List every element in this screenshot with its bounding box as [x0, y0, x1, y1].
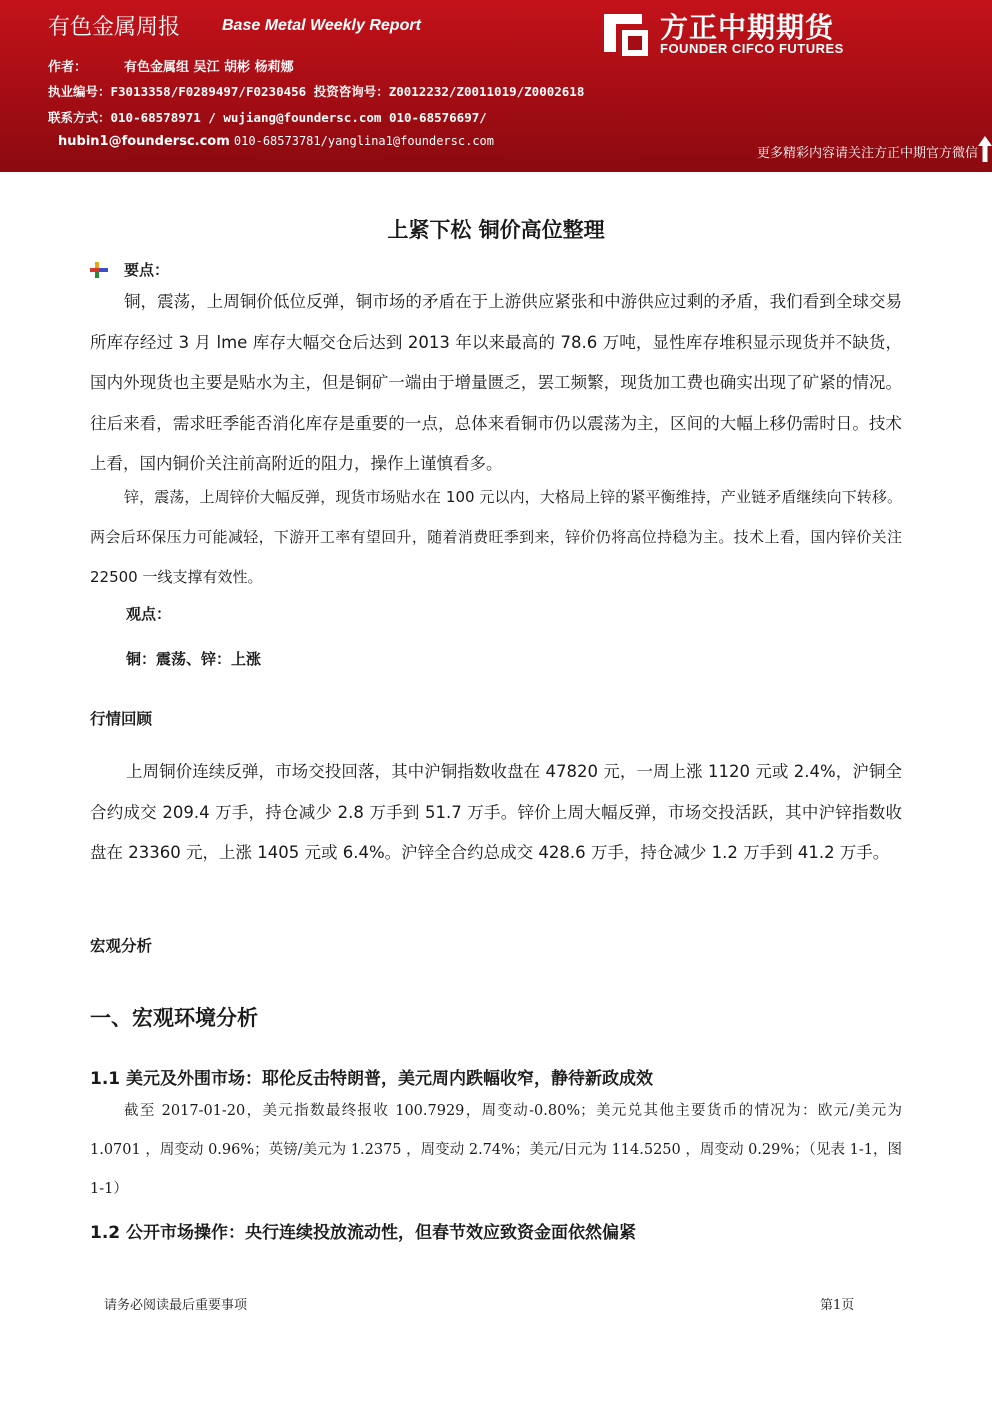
usd-market-paragraph [90, 1092, 902, 1209]
footer-disclaimer-note: 请务必阅读最后重要事项 [104, 1298, 248, 1313]
zinc-text: 锌，震荡，上周锌价大幅反弹，现货市场贴水在 100 元以内，大格局上锌的紧平衡维持，产业链矛盾继续向下转移。两会后环保压力可能减轻，下游开工率有望回升，随着消费旺季到来，锌价仍将高位持稳为主。技术上看，国内锌价关注 22500 一线支撑有效性。 [90, 488, 902, 586]
contact-email: hubin1@foundersc.com [58, 134, 230, 149]
authors-label: 作者： [48, 60, 88, 75]
logo-english-name: FOUNDER CIFCO FUTURES [660, 41, 844, 56]
diamond-bullet-icon [90, 262, 110, 278]
report-series-subtitle: Base Metal Weekly Report [222, 17, 421, 34]
keypoints-label: 要点： [124, 261, 170, 279]
page-number: 第1页 [820, 1298, 855, 1313]
copper-keypoint-paragraph [90, 282, 902, 485]
usd-market-text: 截至 2017-01-20，美元指数最终报收 100.7929，周变动-0.80%；美元兑其他主要货币的情况为：欧元/美元为 1.0701 ，周变动 0.96%；英镑/美元为 1.2375 ，周变动 2.74%；美元/日元为 114.5250 ，周变动 0.29%；（见表 1-1，图 1-1） [90, 1103, 902, 1197]
contact-line-2 [58, 134, 494, 149]
subsection-1-1-heading: 1.1 美元及外围市场：耶伦反击特朗普，美元周内跌幅收窄，静待新政成效 [90, 1069, 654, 1089]
report-series-title: 有色金属周报 [48, 15, 181, 40]
authors-names: 有色金属组 吴江 胡彬 杨莉娜 [124, 60, 294, 75]
up-arrow-icon [978, 136, 992, 162]
zinc-keypoint-paragraph [90, 477, 902, 597]
section-1-heading: 一、宏观环境分析 [90, 1006, 258, 1030]
subsection-1-2-heading: 1.2 公开市场操作：央行连续投放流动性，但春节效应致资金面依然偏紧 [90, 1223, 637, 1243]
report-header-banner [0, 0, 992, 172]
market-review-heading: 行情回顾 [90, 710, 153, 728]
contact-line: 联系方式：010-68578971 / wujiang@foundersc.com 010-68576697/ [48, 110, 487, 125]
authors-line [48, 56, 294, 75]
copper-text: 铜，震荡，上周铜价低位反弹，铜市场的矛盾在于上游供应紧张和中游供应过剩的矛盾，我们看到全球交易所库存经过 3 月 lme 库存大幅交仓后达到 2013 年以来最高的 78.6 万吨，显性库存堆积显示现货并不缺货，国内外现货也主要是贴水为主，但是铜矿一端由于增量匮乏，罢工频繁，现货加工费也确实出现了矿紧的情况。往后来看，需求旺季能否消化库存是重要的一点，总体来看铜市仍以震荡为主，区间的大幅上移仍需时日。技术上看，国内铜价关注前高附近的阻力，操作上谨慎看多。 [90, 292, 902, 473]
view-heading: 观点： [126, 605, 172, 623]
keypoints-heading [90, 259, 169, 280]
contact-extra: 010-68573781/yanglina1@foundersc.com [233, 134, 495, 148]
company-logo [602, 8, 982, 60]
market-review-text: 上周铜价连续反弹，市场交投回落，其中沪铜指数收盘在 47820 元，一周上涨 1120 元或 2.4%，沪铜全合约成交 209.4 万手，持仓减少 2.8 万手到 51.7 万手。锌价上周大幅反弹，市场交投活跃，其中沪锌指数收盘在 23360 元，上涨 1405 元或 6.4%。沪锌全合约总成交 428.6 万手，持仓减少 1.2 万手到 41.2 万手。 [90, 762, 902, 862]
wechat-follow-note: 更多精彩内容请关注方正中期官方微信 [756, 146, 978, 161]
document-title: 上紧下松 铜价高位整理 [387, 218, 605, 242]
market-review-paragraph [90, 752, 902, 874]
logo-mark-icon [602, 8, 650, 56]
logo-chinese-name: 方正中期期货 [660, 11, 835, 44]
macro-analysis-heading: 宏观分析 [90, 937, 153, 955]
view-text: 铜：震荡、锌：上涨 [126, 650, 262, 668]
license-line: 执业编号：F3013358/F0289497/F0230456 投资咨询号：Z0012232/Z0011019/Z0002618 [48, 84, 585, 99]
